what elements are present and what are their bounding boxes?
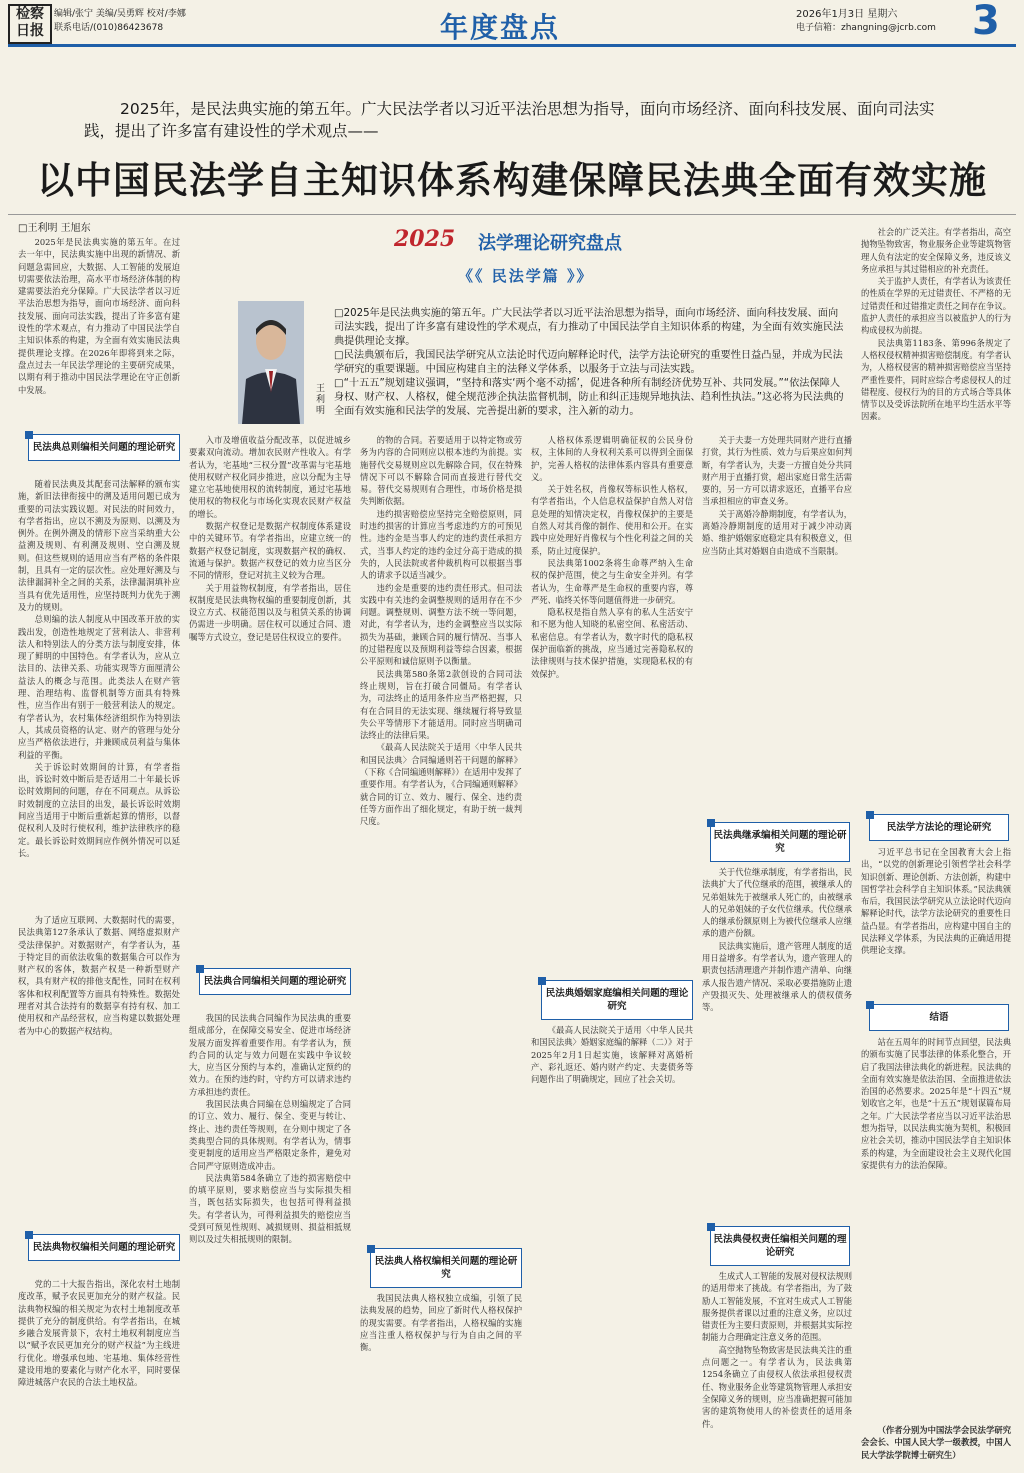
article-para: 随着民法典及其配套司法解释的颁布实施，新旧法律衔接中的溯及适用问题已成为重要的司法实践议题。对民法的时间效力，有学者指出，应以不溯及为原则、以溯及为例外。在例外溯及的情形下应当采纳重大公益溯及规则、有利溯及规则、空白溯及规则。但这些规则的适用应当有严格的条件限制，且具有一定的层次性。应处理好溯及与法律漏洞补全之间的关系，法律漏洞填补应当具有优先适用性，应坚持既判力优先于溯及力的规则。 [18,479,180,612]
article-para: 民法典第580条第2款创设的合同司法终止规则，旨在打破合同僵局。有学者认为，司法终止的适用条件应当严格把握，只有在合同目的无法实现、继续履行将导致显失公平等情形下才能适用。同时应当明确司法终止的法律后果。 [360,668,522,741]
subhead-tort: 民法典侵权责任编相关问题的理论研究 [710,1226,850,1266]
byline: □王利明 王旭东 [18,223,91,234]
contact-phone: 联系电话/(010)86423678 [54,23,164,33]
column-3-top [360,434,522,1238]
subhead-methodology: 民法学方法论的理论研究 [869,814,1009,841]
article-para: 数据产权登记是数据产权制度体系建设中的关键环节。有学者指出，应建立统一的数据产权登记制度，实现数据产权的确权、流通与保护。数据产权登记的效力应当区分不同的情形，登记对抗主义较为合理。 [189,521,351,581]
article-para: 关于离婚冷静期制度，有学者认为，离婚冷静期制度的适用对于减少冲动离婚、维护婚姻家庭稳定具有积极意义，但应当防止其对婚姻自由造成不当限制。 [702,508,852,556]
newspaper-logo: 检察日报 [8,4,52,44]
column-6-mid [861,846,1011,1000]
column-4-top [531,434,693,964]
subhead-succession: 民法典继承编相关问题的理论研究 [710,822,850,862]
article-para: 生成式人工智能的发展对侵权法规则的适用带来了挑战。有学者指出，为了鼓励人工智能发展，不宜对生成式人工智能服务提供者课以过重的注意义务，应以过错责任为主要归责原则，并根据其实际控制能力合理确定注意义务的范围。 [702,1271,852,1343]
article-para: 违约损害赔偿应坚持完全赔偿原则，同时违约损害的计算应当考虑违约方的可预见性。违约金是当事人约定的违约责任承担方式，当事人约定的违约金过分高于造成的损失的，人民法院或者仲裁机构可以根据当事人的请求予以适当减少。 [360,508,522,581]
column-2-bottom [189,1012,351,1466]
article-para: 《最高人民法院关于适用〈中华人民共和国民法典〉合同编通则若干问题的解释》（下称《合同编通则解释》）在适用中发挥了重要作用。有学者认为，《合同编通则解释》就合同的订立、效力、履行、保全、违约责任等方面作出了细化规定，有助于统一裁判尺度。 [360,742,522,827]
article-para: 人格权体系逻辑明确征权的公民身份权，主体间的人身权利关系可以得到全面保护，完善人格权的法律体系内容具有重要意义。 [531,435,693,482]
abstract-para-3: □“十五五”规划建议强调，“坚持和落实‘两个毫不动摇’，促进各种所有制经济优势互补、共同发展。”“依法保障人身权、财产权、人格权，健全规范涉企执法监督机制，防止和纠正违规异地执法、趋利性执法。”这必将为民法典的全面有效实施和民法学的发展、完善提出新的要求，注入新的动力。 [334,378,844,417]
subhead-contract: 民法典合同编相关问题的理论研究 [199,968,351,995]
column-6-bottom [861,1036,1011,1422]
article-para: 关于代位继承制度，有学者指出，民法典扩大了代位继承的范围，被继承人的兄弟姐妹先于被继承人死亡的，由被继承人的兄弟姐妹的子女代位继承。代位继承人的继承份额原则上为被代位继承人应继承的遗产份额。 [702,867,852,939]
subhead-marriage: 民法典婚姻家庭编相关问题的理论研究 [541,980,693,1020]
column-3-bottom [360,1292,522,1466]
article-para: 入市及增值收益分配改革，以促进城乡要素双向流动。增加农民财产性收入。有学者认为，宅基地“三权分置”改革需与宅基地使用权财产权化同步推进，应以分配为主导建立宅基地使用权的流转制度，通过宅基地使用权的物权化与市场化实现农民财产权益的增长。 [189,435,351,519]
author-credit [861,1424,1011,1468]
credits: 编辑/张宁 美编/吴勇辉 校对/李娜 [54,9,186,19]
photo-caption: 王利明 [316,384,326,416]
article-para: 2025年是民法典实施的第五年。在过去一年中，民法典实施中出现的新情况、新问题急需回应，大数据、人工智能的发展迫切需要依法治理，高水平市场经济体制的构建需要法治充分保障。广大民法学者以习近平法治思想为指导，面向市场经济、面向科技发展、面向司法实践，提出了许多富有建设性的学术观点，有力推动了中国民法学自主知识体系的构建，为全面有效实施民法典提供理论支撑。在2026年即将到来之际，盘点过去一年民法学理论的主要研究成果，以期有利于推动中国民法学理论在守正创新中发展。 [18,237,180,395]
column-5-top [702,434,852,844]
header-rule [8,44,1016,47]
abstract-para-2: □民法典颁布后，我国民法学研究从立法论时代迈向解释论时代，法学方法论研究的重要性日益凸显，并成为民法学研究的重要课题。中国应构建自主的法释义学体系，以服务于立法与司法实践。 [334,350,843,375]
page-header [0,0,1024,44]
issue-date: 2026年1月3日 星期六 [796,9,898,20]
article-para: 关于夫妻一方处理共同财产进行直播打赏，其行为性质、效力与后果应如何判断，有学者认为，夫妻一方擅自处分共同财产用于直播打赏，超出家庭日常生活需要的，另一方可以请求返还，直播平台应当承担相应的审查义务。 [702,435,852,507]
article-para: 关于姓名权，肖像权等标识性人格权，有学者指出，个人信息权益保护自然人对信息处理的知情决定权，肖像权保护的主要是自然人对其肖像的制作、使用和公开。在实践中应处理好肖像权与个性化利益之间的关系，防止过度保护。 [531,484,693,556]
lead-paragraph: 2025年，是民法典实施的第五年。广大民法学者以习近平法治思想为指导，面向市场经济、面向科技发展、面向司法实践，提出了许多富有建设性的学术观点—— [84,100,935,140]
article-para: 为了适应互联网、大数据时代的需要，民法典第127条承认了数据、网络虚拟财产受法律保护。对数据财产，有学者认为，基于特定目的而依法收集的数据集合可以作为财产权的客体，数据产权是一种新型财产权，具有财产权的排他支配性，同时在权利客体和权利配置等方面具有特殊性。数据处理者对其合法持有的数据享有持有权、加工使用权和产品经营权，应当构建以数据处理者为中心的数据产权结构。 [18,915,180,1036]
article-para: 隐私权是指自然人享有的私人生活安宁和不愿为他人知晓的私密空间、私密活动、私密信息。有学者认为，数字时代的隐私权保护面临新的挑战，应当通过完善隐私权的法律规则与技术保护措施，实现隐私权的有效保护。 [531,607,693,679]
abstract-para-1: □2025年是民法典实施的第五年。广大民法学者以习近平法治思想为指导，面向市场经济、面向科技发展、面向司法实践，提出了许多富有建设性的学术观点，有力推动了中国民法学自主知识体系的构建，为全面有效实施民法典提供理论支撑。 [334,308,844,347]
article-para: 我国民法典人格权独立成编，引领了民法典发展的趋势，回应了新时代人格权保护的现实需要。有学者指出，人格权编的实施应当注重人格权保护与行为自由之间的平衡。 [360,1293,522,1353]
article-para: 党的二十大报告指出，深化农村土地制度改革，赋予农民更加充分的财产权益。民法典物权编的相关规定为农村土地制度改革提供了充分的制度供给。有学者指出，在城乡融合发展背景下，农村土地权利制度应当以“赋予农民更加充分的财产权益”为主线进行优化。增强承包地、宅基地、集体经营性建设用地的要素化与财产化水平，同时要保障进城落户农民的合法土地权益。 [18,1279,180,1388]
column-1-lower [18,914,180,1230]
article-para: 总则编的法人制度从中国改革开放的实践出发，创造性地规定了营利法人、非营利法人和特别法人的分类方法与制度安排，体现了鲜明的中国特色。有学者认为，应从立法目的、法律关系、功能实现等方面厘清公益法人的概念与范围。此类法人在财产管理、治理结构、监督机制等方面具有特殊性，应当作出有别于一般营利法人的规定。有学者认为，农村集体经济组织作为特别法人，其成员资格的认定、财产的管理与处分应当严格依法进行，并兼顾成员利益与集体利益的平衡。 [18,614,180,760]
article-para: 关于监护人责任，有学者认为该责任的性质在学界的无过错责任、不严格的无过错责任和过错推定责任之间存在争议。监护人责任的承担应当以被监护人的行为构成侵权为前提。 [861,276,1011,336]
article-para: 社会的广泛关注。有学者指出，高空抛物坠物致害，物业服务企业等建筑物管理人负有法定的安全保障义务，违反该义务应承担与其过错相应的补充责任。 [861,227,1011,274]
subhead-conclusion: 结语 [869,1004,1009,1031]
contact-email: 电子信箱：zhangning@jcrb.com [796,23,936,33]
article-para: 习近平总书记在全国教育大会上指出，“以党的创新理论引领哲学社会科学知识创新、理论创新、方法创新，构建中国哲学社会科学自主知识体系。”民法典颁布后，我国民法学研究从立法论时代迈向解释论时代，法学方法论研究的重要性日益凸显。有学者指出，应构建中国自主的民法释义学体系，为民法典的正确适用提供理论支撑。 [861,847,1011,956]
column-1-mid [18,478,180,914]
author-photo [238,301,304,424]
article-para: 的物的合同。若要适用于以特定物或劳务为内容的合同则应以根本违约为前提。实施替代交易规则应以先解除合同，仅在特殊情况下可以不解除合同而直接进行替代交易。替代交易规则有合理性，市场价格是损失判断依据。 [360,435,522,507]
banner-year: 2025 [394,226,456,252]
article-para: 高空抛物坠物致害是民法典关注的重点问题之一。有学者认为，民法典第1254条确立了由侵权人依法承担侵权责任、物业服务企业等建筑物管理人承担安全保障义务的规则，应当准确把握可能加害的建筑物使用人的补偿责任的适用条件。 [702,1344,852,1429]
subhead-property: 民法典物权编相关问题的理论研究 [28,1234,180,1261]
headline: 以中国民法学自主知识体系构建保障民法典全面有效实施 [37,158,987,202]
column-1-top [18,236,180,426]
banner-title: 法学理论研究盘点 [478,233,622,254]
article-para: 违约金是重要的违约责任形式。但司法实践中有关违约金调整规则的适用存在不少问题。调整规则、调整方法不统一等问题，对此，有学者认为，违约金调整应当以实际损失为基础，兼顾合同的履行情况、当事人的过错程度以及预期利益等综合因素，根据公平原则和诚信原则予以衡量。 [360,582,522,667]
abstract [334,307,844,419]
subhead-general-part: 民法典总则编相关问题的理论研究 [28,434,180,461]
article-para: 我国的民法典合同编作为民法典的重要组成部分，在保障交易安全、促进市场经济发展方面发挥着重要作用。有学者认为，预约合同的认定与效力问题在实践中争议较大，应当区分预约与本约，准确认定预约的效力。在预约违约时，守约方可以请求违约方承担违约责任。 [189,1013,351,1097]
subhead-personality: 民法典人格权编相关问题的理论研究 [370,1248,522,1288]
column-5-bottom [702,1270,852,1466]
column-4-bottom [531,1024,693,1466]
column-2-top [189,434,351,946]
column-5-mid [702,866,852,1222]
article-para: 关于用益物权制度，有学者指出，居住权制度是民法典物权编的重要制度创新，其设立方式、权能范围以及与租赁关系的协调仍需进一步明确。居住权可以通过合同、遗嘱等方式设立，登记是居住权设立的要件。 [189,582,351,642]
article-para: 民法典第584条确立了违约损害赔偿中的填平原则，要求赔偿应当与实际损失相当，既包括实际损失，也包括可得利益损失。有学者认为，可得利益损失的赔偿应当受到可预见性规则、减损规则、损益相抵规则以及过失相抵规则的限制。 [189,1172,351,1245]
article-para: 民法典第1002条将生命尊严纳入生命权的保护范围，使之与生命安全并列。有学者认为，生命尊严是生命权的重要内容，尊严死、临终关怀等问题值得进一步研究。 [531,557,693,605]
page-number: 3 [972,0,1000,44]
column-6-top [861,226,1011,806]
banner-subtitle: 《《 民法学篇 》》 [458,267,594,285]
article-para: 关于诉讼时效期间的计算，有学者指出，诉讼时效中断后是否适用二十年最长诉讼时效期间的问题，存在不同观点。从诉讼时效制度的立法目的出发，最长诉讼时效期间应当适用于中断后重新起算的情形，以督促权利人及时行使权利，维护法律秩序的稳定。最长诉讼时效期间应作例外情况可以延长。 [18,761,180,858]
author-credit-text: （作者分别为中国法学会民法学研究会会长、中国人民大学一级教授，中国人民大学法学院博士研究生） [861,1425,1011,1460]
column-1-bottom [18,1278,180,1466]
headline-rule [8,214,1016,215]
section-title: 年度盘点 [440,11,561,44]
article-para: 民法典第1183条、第996条规定了人格权侵权精神损害赔偿制度。有学者认为，人格权侵害的精神损害赔偿应当坚持严重性要件，同时应综合考虑侵权人的过错程度、侵权行为的目的方式场合等具体情节以及受诉法院所在地平均生活水平等因素。 [861,337,1011,422]
article-para: 民法典实施后，遗产管理人制度的适用日益增多。有学者认为，遗产管理人的职责包括清理遗产并制作遗产清单、向继承人报告遗产情况、采取必要措施防止遗产毁损灭失、处理被继承人的债权债务等。 [702,940,852,1013]
article-para: 站在五周年的时间节点回望，民法典的颁布实施了民事法律的体系化整合，开启了我国法律法典化的新进程。民法典的全面有效实施是依法治国、全面推进依法治国的必然要求。2025年是“十四五”规划收官之年，也是“十五五”规划谋篇布局之年。广大民法学者应当以习近平法治思想为指导，以民法典实施为契机，积极回应社会关切，推动中国民法学自主知识体系的构建，为全面建设社会主义现代化国家提供有力的法治保障。 [861,1037,1011,1170]
article-para: 我国民法典合同编在总则编规定了合同的订立、效力、履行、保全、变更与转让、终止、违约责任等规则，在分则中规定了各类典型合同的具体规则。有学者认为，情事变更制度的适用应当严格限定条件，避免对合同严守原则造成冲击。 [189,1099,351,1171]
article-para: 《最高人民法院关于适用〈中华人民共和国民法典〉婚姻家庭编的解释（二）》对于2025年2月1日起实施，该解释对离婚析产、彩礼返还、婚内财产约定、夫妻债务等问题作出了明确规定，回应了社会关切。 [531,1025,693,1085]
